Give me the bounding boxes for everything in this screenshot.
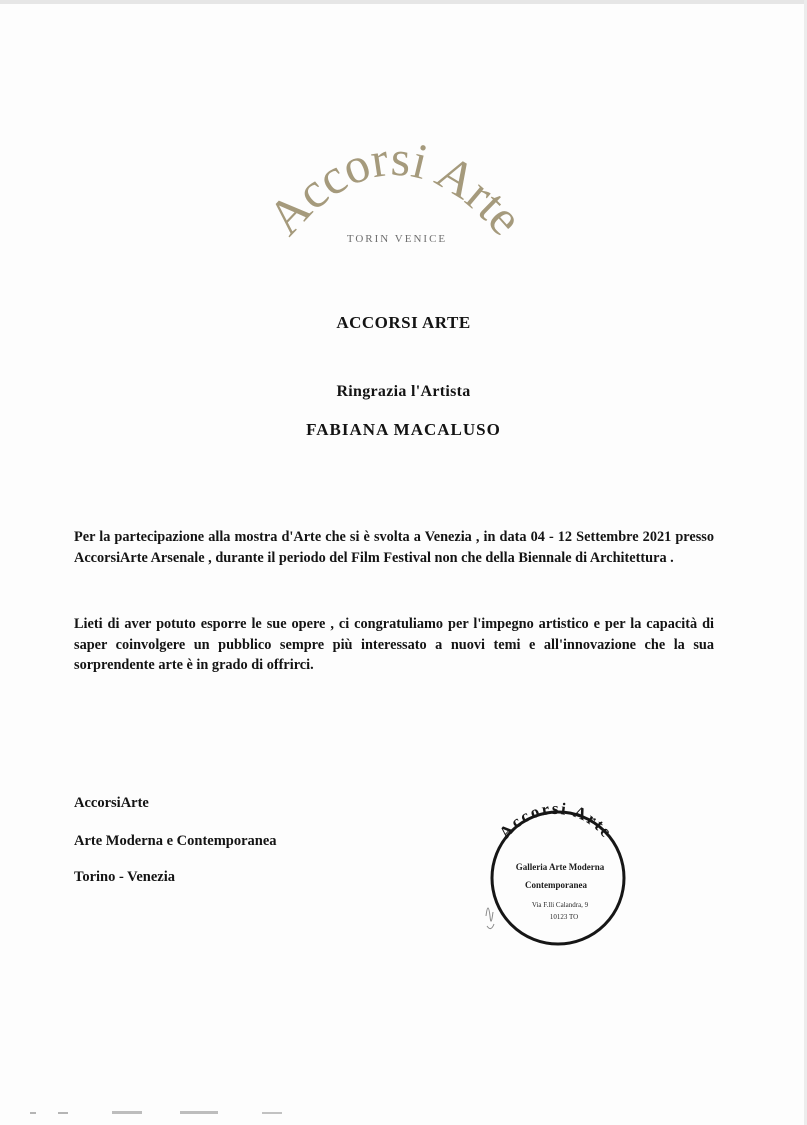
signature-line-3: Torino - Venezia bbox=[74, 869, 175, 885]
footer-smudge bbox=[30, 1110, 290, 1116]
accorsi-arte-logo bbox=[255, 120, 535, 270]
stamp-line-1: Galleria Arte Moderna bbox=[515, 862, 605, 872]
logo-arc-text: Accorsi Arte bbox=[256, 129, 535, 246]
signature-line-2: Arte Moderna e Contemporanea bbox=[74, 833, 277, 849]
stamp-line-2: Contemporanea bbox=[525, 880, 587, 890]
gallery-stamp bbox=[478, 796, 630, 961]
body-paragraph-1: Per la partecipazione alla mostra d'Arte che si è svolta a Venezia , in data 04 - 12 Settembre 2021 presso AccorsiArte Arsenale , durante il periodo del Film Festival non che della Biennale di Architettura . bbox=[74, 529, 714, 566]
stamp-signature-mark bbox=[486, 908, 494, 929]
organization-heading: ACCORSI ARTE bbox=[336, 313, 471, 332]
artist-name: FABIANA MACALUSO bbox=[306, 420, 501, 439]
signature-line-1: AccorsiArte bbox=[74, 795, 149, 811]
body-paragraph-2: Lieti di aver potuto esporre le sue opere , ci congratuliamo per l'impegno artistico e per la capacità di saper coinvolgere un pubblico sempre più interessato a nuovi temi e all'innovazione che la sua sorprendente arte è in grado di offrirci. bbox=[74, 616, 714, 673]
stamp-line-3: Via F.lli Calandra, 9 bbox=[531, 901, 589, 909]
stamp-line-4: 10123 TO bbox=[549, 913, 579, 921]
stamp-arc-text: Accorsi Arte bbox=[495, 798, 617, 843]
page-edge-top bbox=[0, 0, 807, 4]
thanks-heading: Ringrazia l'Artista bbox=[336, 383, 471, 400]
logo-sub-text: TORIN VENICE bbox=[346, 233, 448, 245]
